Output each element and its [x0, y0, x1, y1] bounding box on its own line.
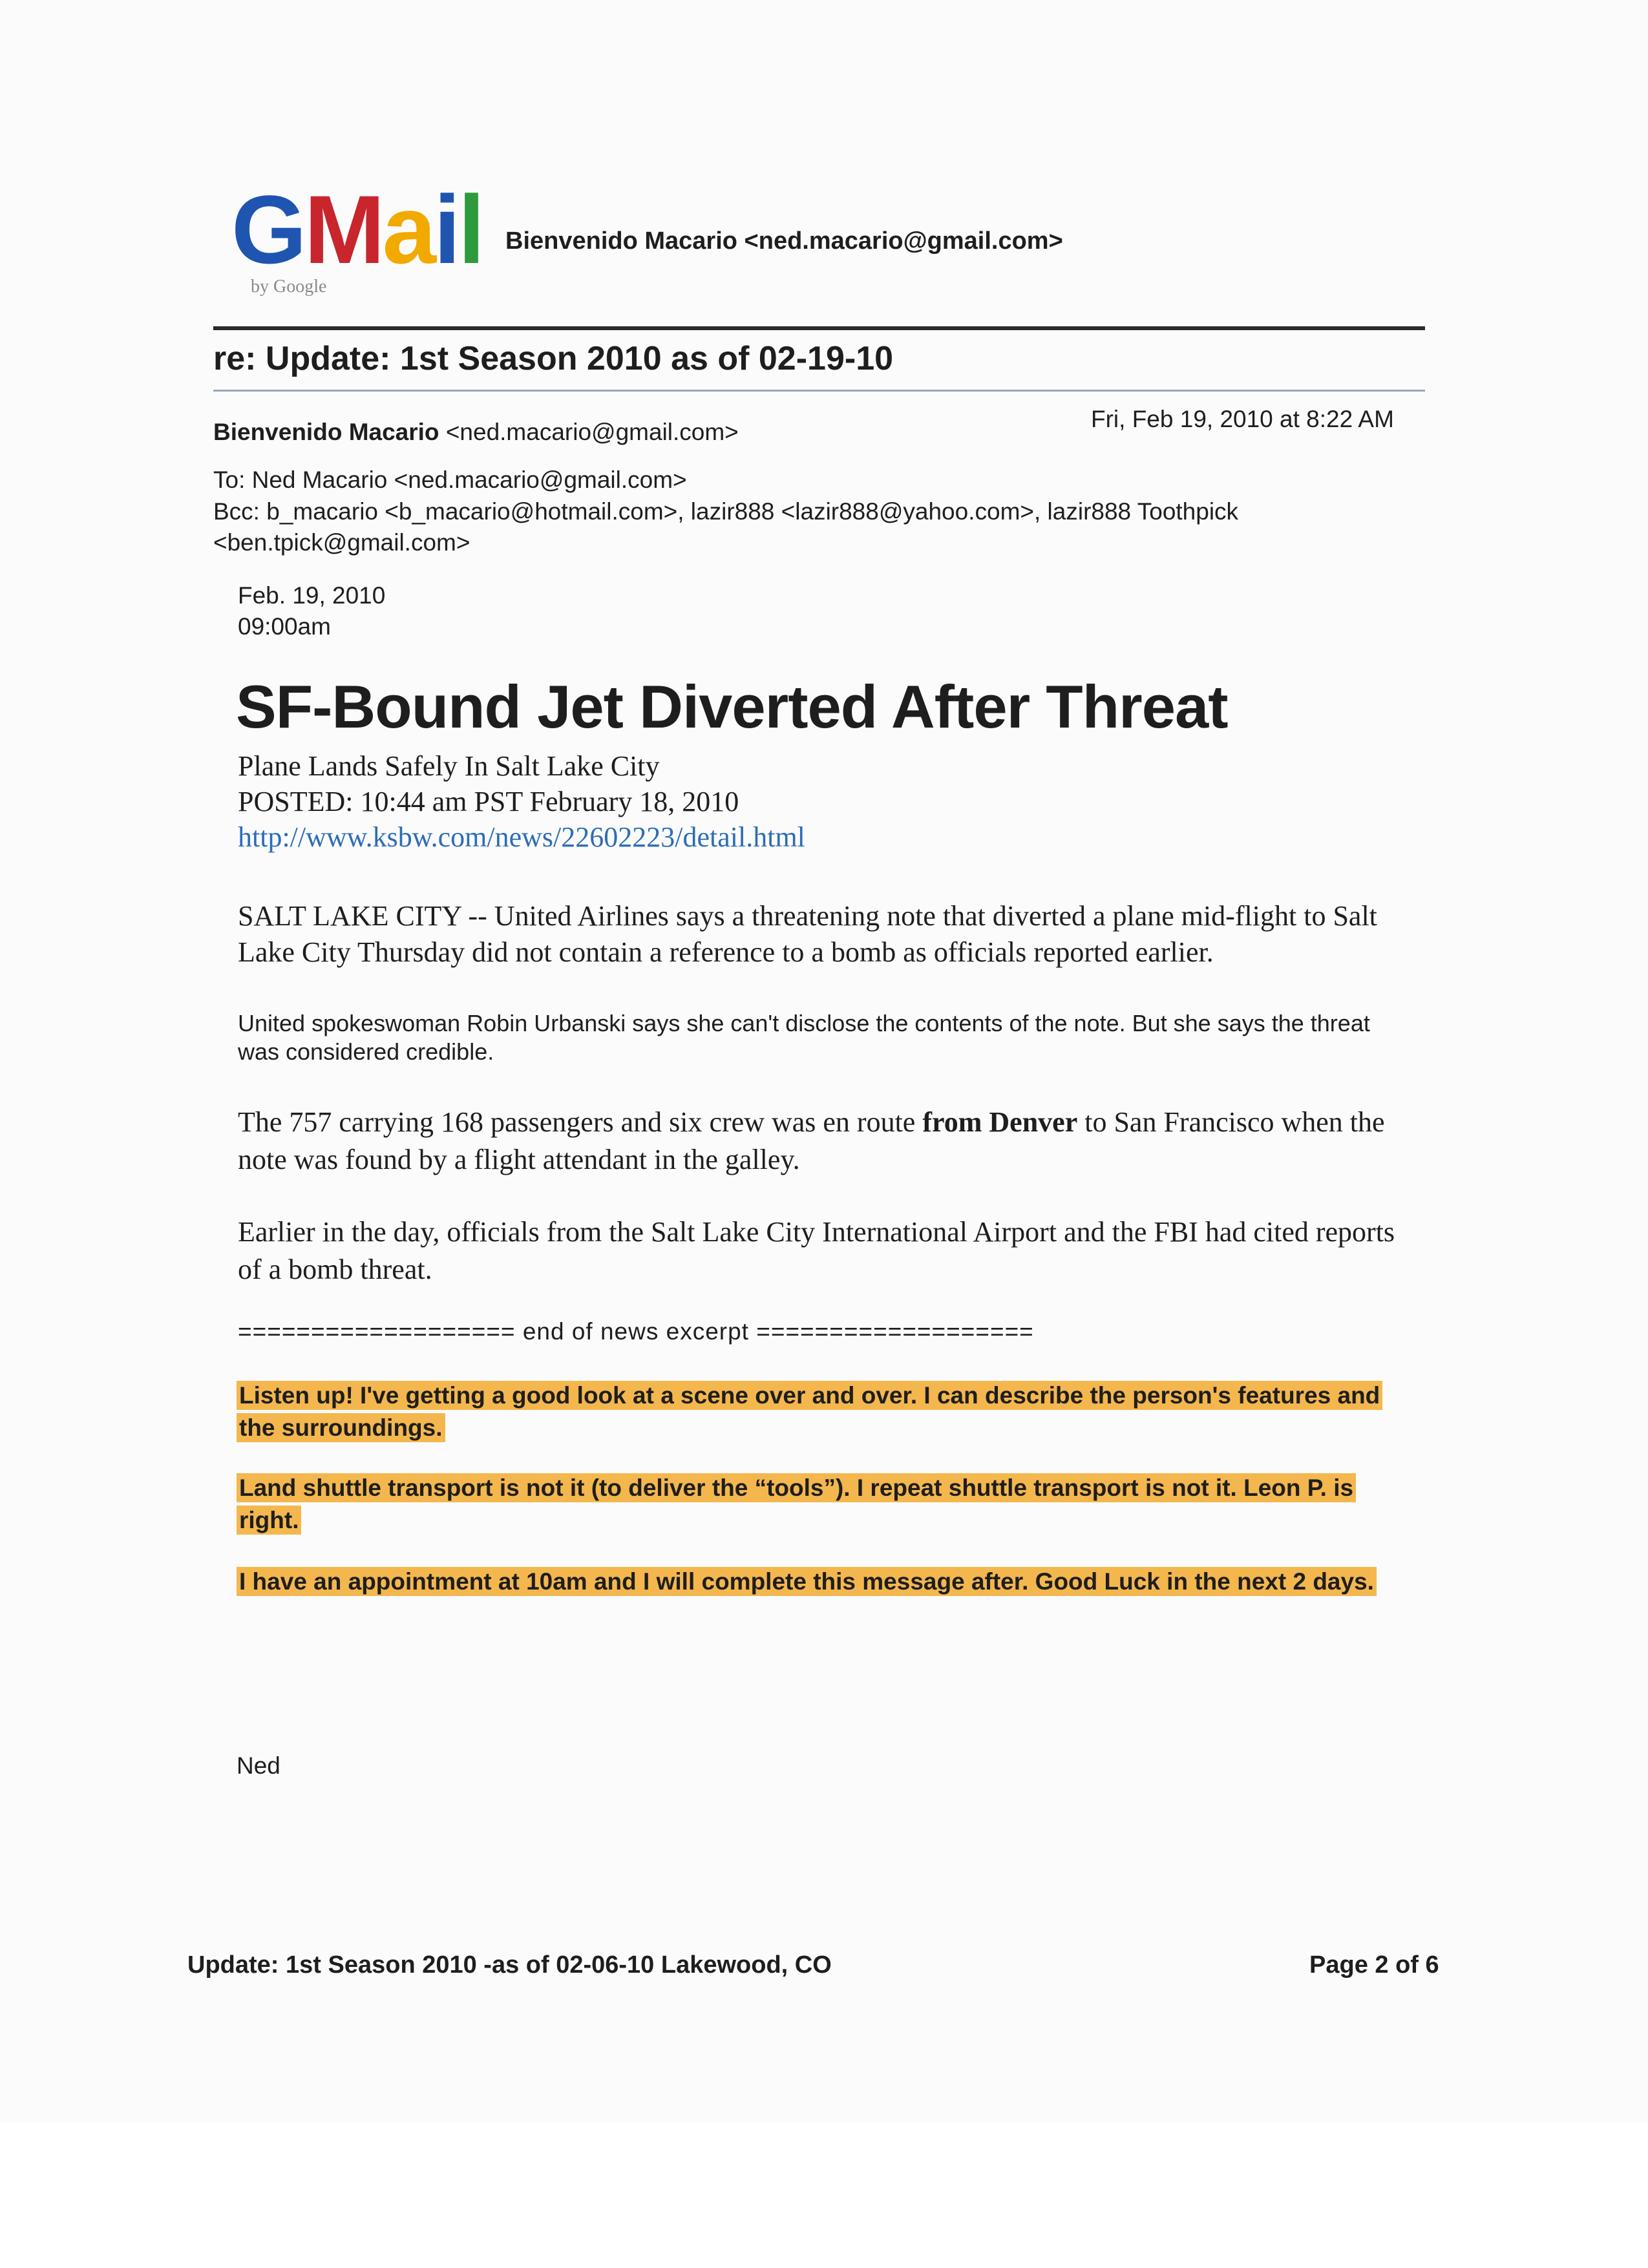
- article-paragraph-1b: United spokeswoman Robin Urbanski says she can't disclose the contents of the note. But she says the threat was considered credible.: [238, 1010, 1370, 1065]
- article-subhead: Plane Lands Safely In Salt Lake City: [238, 750, 660, 782]
- logo-letter-g: G: [231, 175, 304, 284]
- highlight-text-1: Listen up! I've getting a good look at a scene over and over. I can describe the person's features and the surroundings.: [237, 1381, 1382, 1442]
- email-subject: re: Update: 1st Season 2010 as of 02-19-10: [213, 340, 894, 377]
- from-address: <ned.macario@gmail.com>: [445, 419, 739, 445]
- bcc-line: Bcc: b_macario <b_macario@hotmail.com>, lazir888 <lazir888@yahoo.com>, lazir888 Toothpick <ben.tpick@gmail.com>: [213, 498, 1239, 556]
- highlight-text-3: I have an appointment at 10am and I will complete this message after. Good Luck in the next 2 days.: [237, 1567, 1377, 1596]
- para2-bold: from Denver: [922, 1106, 1078, 1138]
- highlighted-note-2: [237, 1472, 1400, 1537]
- from-name: Bienvenido Macario: [213, 419, 439, 445]
- signature: Ned: [237, 1752, 280, 1779]
- article-posted: POSTED: 10:44 am PST February 18, 2010: [238, 786, 739, 817]
- scan-margin: [0, 2123, 1648, 2268]
- from-line: [213, 419, 739, 446]
- message-datetime: [238, 580, 385, 642]
- account-address: Bienvenido Macario <ned.macario@gmail.com>: [505, 227, 1063, 255]
- to-line: To: Ned Macario <ned.macario@gmail.com>: [213, 467, 687, 493]
- email-date: Fri, Feb 19, 2010 at 8:22 AM: [1091, 406, 1394, 432]
- logo-letter-a: a: [382, 175, 434, 284]
- excerpt-separator: =================== end of news excerpt ===================: [238, 1318, 1034, 1345]
- logo-letter-m: M: [304, 175, 383, 284]
- highlighted-note-3: [237, 1566, 1400, 1598]
- header-rule: [213, 326, 1425, 330]
- highlighted-note-1: [237, 1380, 1400, 1444]
- article-paragraph-1: SALT LAKE CITY -- United Airlines says a threatening note that diverted a plane mid-flight to Salt Lake City Thursday did not contain a reference to a bomb as officials reported earlier.: [238, 900, 1377, 968]
- message-time: 09:00am: [238, 613, 331, 640]
- logo-byline: by Google: [251, 277, 327, 297]
- subject-rule: [213, 390, 1425, 392]
- article-paragraph-3: Earlier in the day, officials from the Salt Lake City International Airport and the FBI had cited reports of a bomb threat.: [238, 1216, 1395, 1285]
- para2-text-b: to San Francisco when the note was found by a flight attendant in the galley.: [238, 1106, 1385, 1175]
- article-paragraph-2: [238, 1104, 1401, 1179]
- article-headline: SF-Bound Jet Diverted After Threat: [236, 673, 1228, 740]
- footer-title: Update: 1st Season 2010 -as of 02-06-10 Lakewood, CO: [187, 1951, 832, 1979]
- article-link[interactable]: http://www.ksbw.com/news/22602223/detail.html: [238, 821, 805, 853]
- logo-letter-l: l: [458, 175, 483, 284]
- message-date: Feb. 19, 2010: [238, 582, 386, 609]
- para2-text-a: The 757 carrying 168 passengers and six crew was en route: [238, 1106, 923, 1138]
- page-number: Page 2 of 6: [1309, 1951, 1439, 1979]
- logo-letter-i: i: [434, 175, 458, 284]
- highlight-text-2: Land shuttle transport is not it (to deliver the “tools”). I repeat shuttle transport is not it. Leon P. is right.: [237, 1473, 1356, 1535]
- gmail-logo: [231, 175, 483, 304]
